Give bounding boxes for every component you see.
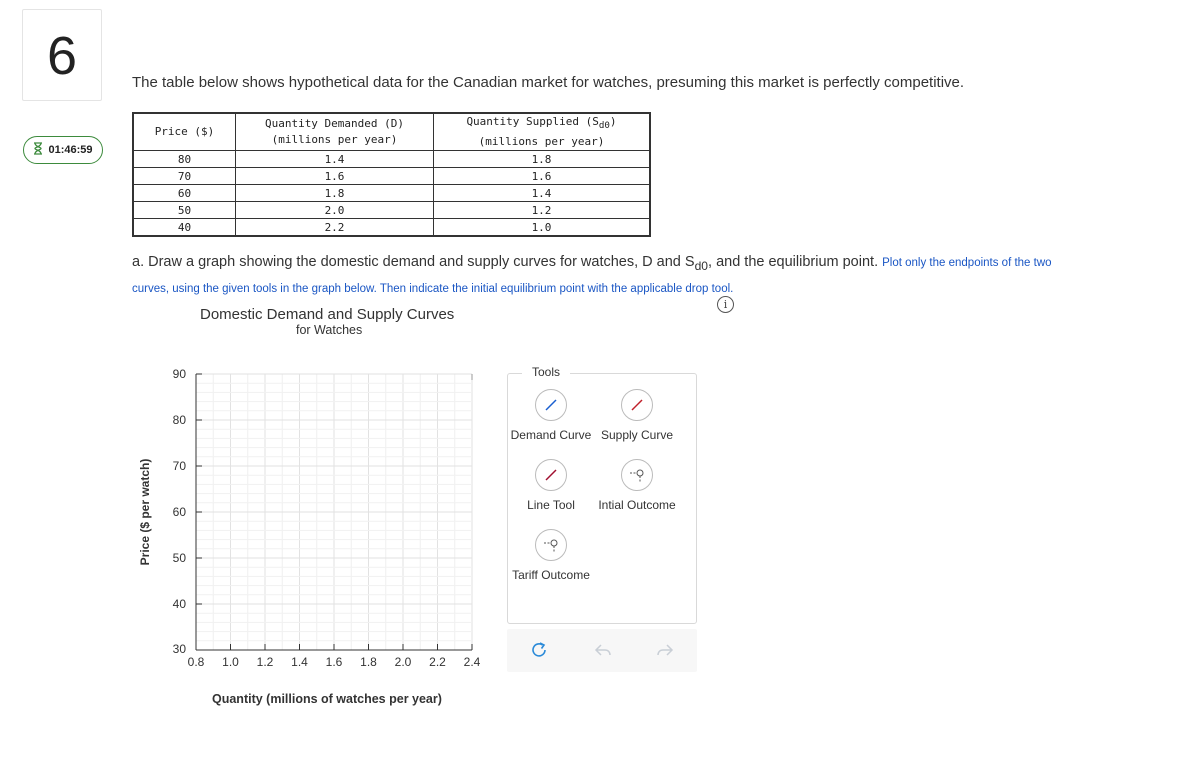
supply-curve-tool[interactable] [594,389,680,442]
part-a-hint: Plot only the endpoints of the two curves, using the given tools in the graph below. Then indicate the initial equilibrium point with the applicable drop tool. [132,257,1052,295]
tools-title: Tools [522,365,570,379]
price-cell: 80 [133,151,236,168]
line-tool-icon [535,459,567,491]
tool-label: Supply Curve [600,428,674,442]
line-tool[interactable] [508,459,594,512]
y-tick-label: 60 [172,505,186,519]
x-tick-label: 1.2 [256,655,274,669]
demanded-cell: 2.0 [236,202,434,219]
supplied-cell: 1.2 [434,202,651,219]
y-tick-label: 30 [172,642,186,656]
y-tick-label: 40 [172,597,186,611]
x-tick-label: 1.4 [291,655,308,669]
price-cell: 50 [133,202,236,219]
demanded-cell: 2.2 [236,219,434,237]
demanded-header-line2: (millions per year) [271,133,398,147]
reset-icon[interactable] [527,638,551,662]
supplied-cell: 1.8 [434,151,651,168]
x-tick-label: 0.8 [187,655,205,669]
intro-text: The table below shows hypothetical data for the Canadian market for watches, presuming this market is perfectly competitive. [132,74,965,91]
x-axis-label: Quantity (millions of watches per year) [212,692,442,706]
supplied-header-close: ) [609,115,617,128]
y-tick-label: 80 [172,413,186,427]
demanded-cell: 1.6 [236,168,434,185]
price-cell: 40 [133,219,236,237]
y-axis-label: Price ($ per watch) [138,458,152,566]
price-cell: 70 [133,168,236,185]
demanded-cell: 1.8 [236,185,434,202]
price-cell: 60 [133,185,236,202]
x-tick-labels [188,655,481,669]
y-tick-labels [173,367,187,656]
supplied-header-line2: (millions per year) [478,135,605,149]
y-tick-label: 50 [172,551,186,565]
timer-text: 01:46:59 [48,144,93,156]
supplied-cell: 1.0 [434,219,651,237]
y-tick-label: 70 [172,459,186,473]
supplied-cell: 1.6 [434,168,651,185]
supplied-header-sub: d0 [598,120,610,132]
tool-label: Line Tool [527,498,575,512]
x-tick-label: 2.2 [429,655,446,669]
supply-line-icon [621,389,653,421]
x-tick-label: 1.8 [360,655,377,669]
supplied-cell: 1.4 [434,185,651,202]
demanded-cell: 1.4 [236,151,434,168]
supplied-header-text: Quantity Supplied (S [466,115,599,128]
x-tick-label: 1.0 [222,655,239,669]
x-tick-label: 2.0 [394,655,412,669]
redo-icon[interactable] [653,638,677,662]
part-a-sub: d0 [694,258,709,273]
price-header: Price ($) [133,113,236,151]
drop-point-icon [535,529,567,561]
demanded-header-line1: Quantity Demanded (D) [264,117,405,131]
graph-actions-bar [507,629,697,672]
graph-grid [196,374,472,650]
tariff-outcome-tool[interactable] [508,529,594,582]
demand-line-icon [535,389,567,421]
demand-curve-tool[interactable] [508,389,594,442]
initial-outcome-tool[interactable] [594,459,680,512]
tool-label: Tariff Outcome [512,568,590,582]
question-number: 6 [22,9,102,101]
part-a-text: a. Draw a graph showing the domestic demand and supply curves for watches, D and S [132,254,695,270]
drop-point-icon [621,459,653,491]
undo-icon[interactable] [591,638,615,662]
x-tick-label: 2.4 [463,655,481,669]
x-tick-label: 1.6 [325,655,343,669]
graph-subtitle: for Watches [296,323,363,337]
part-a-text-after: , and the equilibrium point. [708,254,883,270]
y-tick-label: 90 [172,367,186,381]
info-icon[interactable]: i [717,296,734,313]
tool-label: Intial Outcome [598,498,676,512]
graph-title: Domestic Demand and Supply Curves [200,306,455,323]
tool-label: Demand Curve [510,428,592,442]
